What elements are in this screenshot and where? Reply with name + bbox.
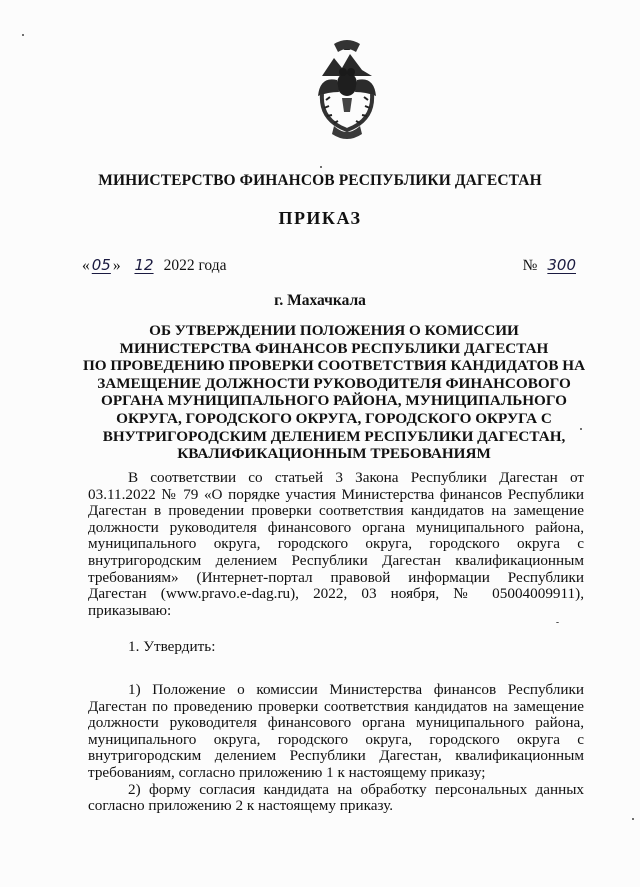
heading-line: ОРГАНА МУНИЦИПАЛЬНОГО РАЙОНА, МУНИЦИПАЛЬНОГО (101, 392, 567, 410)
subitem-2: 2) форму согласия кандидата на обработку персональных данных согласно приложению 2 к настоящему приказу. (88, 780, 584, 815)
order-body (88, 470, 584, 815)
heading-line: КВАЛИФИКАЦИОННЫМ ТРЕБОВАНИЯМ (177, 445, 491, 463)
order-number (523, 256, 586, 275)
heading-line: ОКРУГА, ГОРОДСКОГО ОКРУГА, ГОРОДСКОГО ОКРУГА С (116, 409, 552, 427)
scan-speck (580, 428, 582, 430)
scan-speck (632, 818, 634, 820)
heading-line: ВНУТРИГОРОДСКИМ ДЕЛЕНИЕМ РЕСПУБЛИКИ ДАГЕСТАН, (102, 427, 566, 445)
scan-speck (320, 166, 322, 168)
date-year: 2022 года (163, 257, 227, 274)
number-prefix: № (522, 257, 538, 274)
date-month-handwritten: 12 (134, 256, 154, 274)
date-number-line (82, 256, 586, 278)
subitem-1: 1) Положение о комиссии Министерства финансов Республики Дагестан по проведению проверки соответствия кандидатов на замещение должности руководителя финансового органа муниципального района, муниципального округа, городского округа, городского округа с внутригородским делением Республики Дагестан, квалификационным требованиям, согласно приложению 1 к настоящему приказу; (88, 680, 584, 781)
heading-line: ОБ УТВЕРЖДЕНИИ ПОЛОЖЕНИЯ О КОМИССИИ (149, 322, 519, 339)
city: г. Махачкала (274, 292, 366, 309)
date-close-quote: » (112, 257, 121, 274)
order-date (82, 256, 226, 275)
heading-line: ЗАМЕЩЕНИЕ ДОЛЖНОСТИ РУКОВОДИТЕЛЯ ФИНАНСОВОГО (97, 374, 571, 392)
ministry-name: МИНИСТЕРСТВО ФИНАНСОВ РЕСПУБЛИКИ ДАГЕСТАН (98, 172, 542, 189)
date-day-handwritten: 05 (91, 256, 111, 274)
document-type-title: ПРИКАЗ (278, 208, 362, 228)
date-open-quote: « (82, 257, 90, 274)
scan-speck (556, 622, 559, 623)
heading-line: ПО ПРОВЕДЕНИЮ ПРОВЕРКИ СООТВЕТСТВИЯ КАНДИДАТОВ НА (82, 357, 586, 375)
preamble-paragraph: В соответствии со статьей 3 Закона Республики Дагестан от 03.11.2022 № 79 «О порядке участия Министерства финансов Республики Дагестан в проведении проверки соответствия кандидатов на замещение должности руководителя финансового органа муниципального района, муниципального округа, городского округа, городского округа с внутригородским делением Республики Дагестан квалификационным требованиям» (Интернет-портал правовой информации Республики Дагестан (www.pravo.e-dag.ru), 2022, 03 ноября, № 05004009911), приказываю: (88, 469, 584, 619)
order-heading (78, 322, 590, 463)
scan-speck (22, 34, 24, 36)
coat-of-arms-emblem (312, 36, 382, 144)
item-1: 1. Утвердить: (128, 638, 216, 656)
number-handwritten: 300 (547, 256, 576, 274)
heading-line: МИНИСТЕРСТВА ФИНАНСОВ РЕСПУБЛИКИ ДАГЕСТАН (119, 339, 549, 357)
